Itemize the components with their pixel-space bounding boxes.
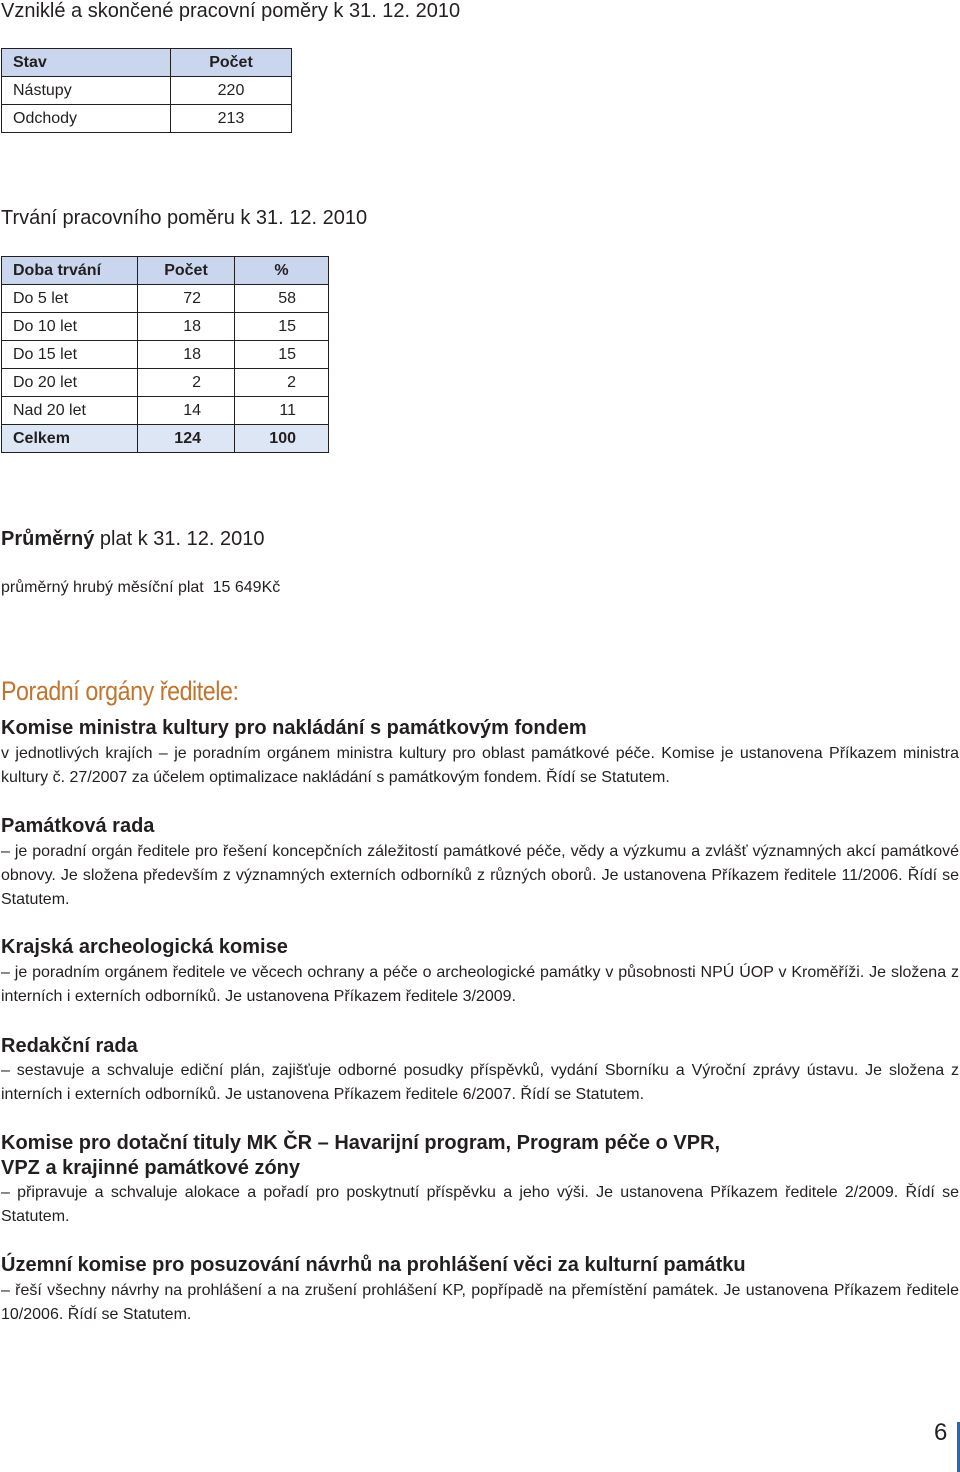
table-cell: Nástupy (2, 77, 171, 105)
table-header-cell: % (235, 257, 329, 285)
salary-title-rest: plat k 31. 12. 2010 (94, 528, 265, 550)
table-cell: 213 (171, 105, 292, 133)
table-row (2, 341, 329, 369)
table-cell: Do 5 let (2, 285, 138, 313)
table-cell: 58 (235, 285, 329, 313)
table-cell: 72 (138, 285, 235, 313)
table-cell: 11 (235, 397, 329, 425)
page-number: 6 (934, 1419, 948, 1446)
table-row (2, 77, 292, 105)
table-row (2, 397, 329, 425)
item-text: – připravuje a schvaluje alokace a pořadí pro poskytnutí příspěvku a jeho výši. Je ustanovena Příkazem ředitele 2/2009. Řídí se Statutem. (1, 1184, 959, 1225)
table-row (2, 285, 329, 313)
table-row (2, 369, 329, 397)
item-heading: Komise pro dotační tituly MK ČR – Havarijní program, Program péče o VPR, (1, 1132, 721, 1154)
item-text: v jednotlivých krajích – je poradním orgánem ministra kultury pro oblast památkové péče. Komise je ustanovena Příkazem ministra kultury č. 27/2007 za účelem optimalizace nakládání s památkovým fondem. Řídí se Statutem. (1, 745, 959, 786)
item-heading: Komise ministra kultury pro nakládání s památkovým fondem (1, 717, 587, 739)
table-total-row (2, 425, 329, 453)
table-cell: Odchody (2, 105, 171, 133)
item-heading: VPZ a krajinné památkové zóny (1, 1157, 300, 1179)
table-cell: 100 (235, 425, 329, 453)
table-row (2, 105, 292, 133)
table-header-row (2, 49, 292, 77)
table-cell: Do 20 let (2, 369, 138, 397)
table-cell: Nad 20 let (2, 397, 138, 425)
item-text: – je poradní orgán ředitele pro řešení koncepčních záležitostí památkové péče, vědy a výzkumu a zvlášť významných akcí památkové obnovy. Je složena především z významných externích odborníků z různých oborů. Je ustanovena Příkazem ředitele 11/2006. Řídí se Statutem. (1, 843, 959, 908)
table-cell: 14 (138, 397, 235, 425)
table-cell: 2 (235, 369, 329, 397)
table-cell: 18 (138, 313, 235, 341)
table-header-cell: Doba trvání (2, 257, 138, 285)
table-header-cell: Stav (2, 49, 171, 77)
table-cell: 18 (138, 341, 235, 369)
table-cell: Celkem (2, 425, 138, 453)
item-heading: Krajská archeologická komise (1, 936, 288, 958)
employment-table (1, 48, 292, 133)
salary-title (1, 528, 265, 551)
salary-title-bold: Průměrný (1, 528, 95, 550)
table-cell: 220 (171, 77, 292, 105)
table-header-cell: Počet (138, 257, 235, 285)
item-heading: Redakční rada (1, 1035, 138, 1057)
salary-text: průměrný hrubý měsíční plat 15 649Kč (1, 579, 281, 596)
item-heading: Územní komise pro posuzování návrhů na prohlášení věci za kulturní památku (1, 1254, 746, 1276)
table-cell: Do 15 let (2, 341, 138, 369)
section-title: Poradní orgány ředitele: (1, 676, 239, 706)
item-text: – je poradním orgánem ředitele ve věcech ochrany a péče o archeologické památky v působnosti NPÚ ÚOP v Kroměříži. Je složena z interních i externích odborníků. Je ustanovena Příkazem ředitele 3/2009. (1, 964, 959, 1005)
table1-title: Vzniklé a skončené pracovní poměry k 31. 12. 2010 (1, 0, 461, 22)
duration-table (1, 256, 329, 453)
table-row (2, 313, 329, 341)
item-text: – sestavuje a schvaluje ediční plán, zajišťuje odborné posudky příspěvků, vydání Sborníku a Výroční zprávy ústavu. Je složena z interních i externích odborníků. Je ustanovena Příkazem ředitele 6/2007. Řídí se Statutem. (1, 1062, 959, 1103)
item-heading: Památková rada (1, 815, 155, 837)
table-cell: 2 (138, 369, 235, 397)
table-cell: 15 (235, 313, 329, 341)
table2-title: Trvání pracovního poměru k 31. 12. 2010 (1, 207, 368, 229)
table-cell: 15 (235, 341, 329, 369)
table-cell: Do 10 let (2, 313, 138, 341)
table-header-cell: Počet (171, 49, 292, 77)
table-cell: 124 (138, 425, 235, 453)
table-header-row (2, 257, 329, 285)
item-text: – řeší všechny návrhy na prohlášení a na zrušení prohlášení KP, popřípadě na přemístění památek. Je ustanovena Příkazem ředitele 10/2006. Řídí se Statutem. (1, 1282, 959, 1323)
